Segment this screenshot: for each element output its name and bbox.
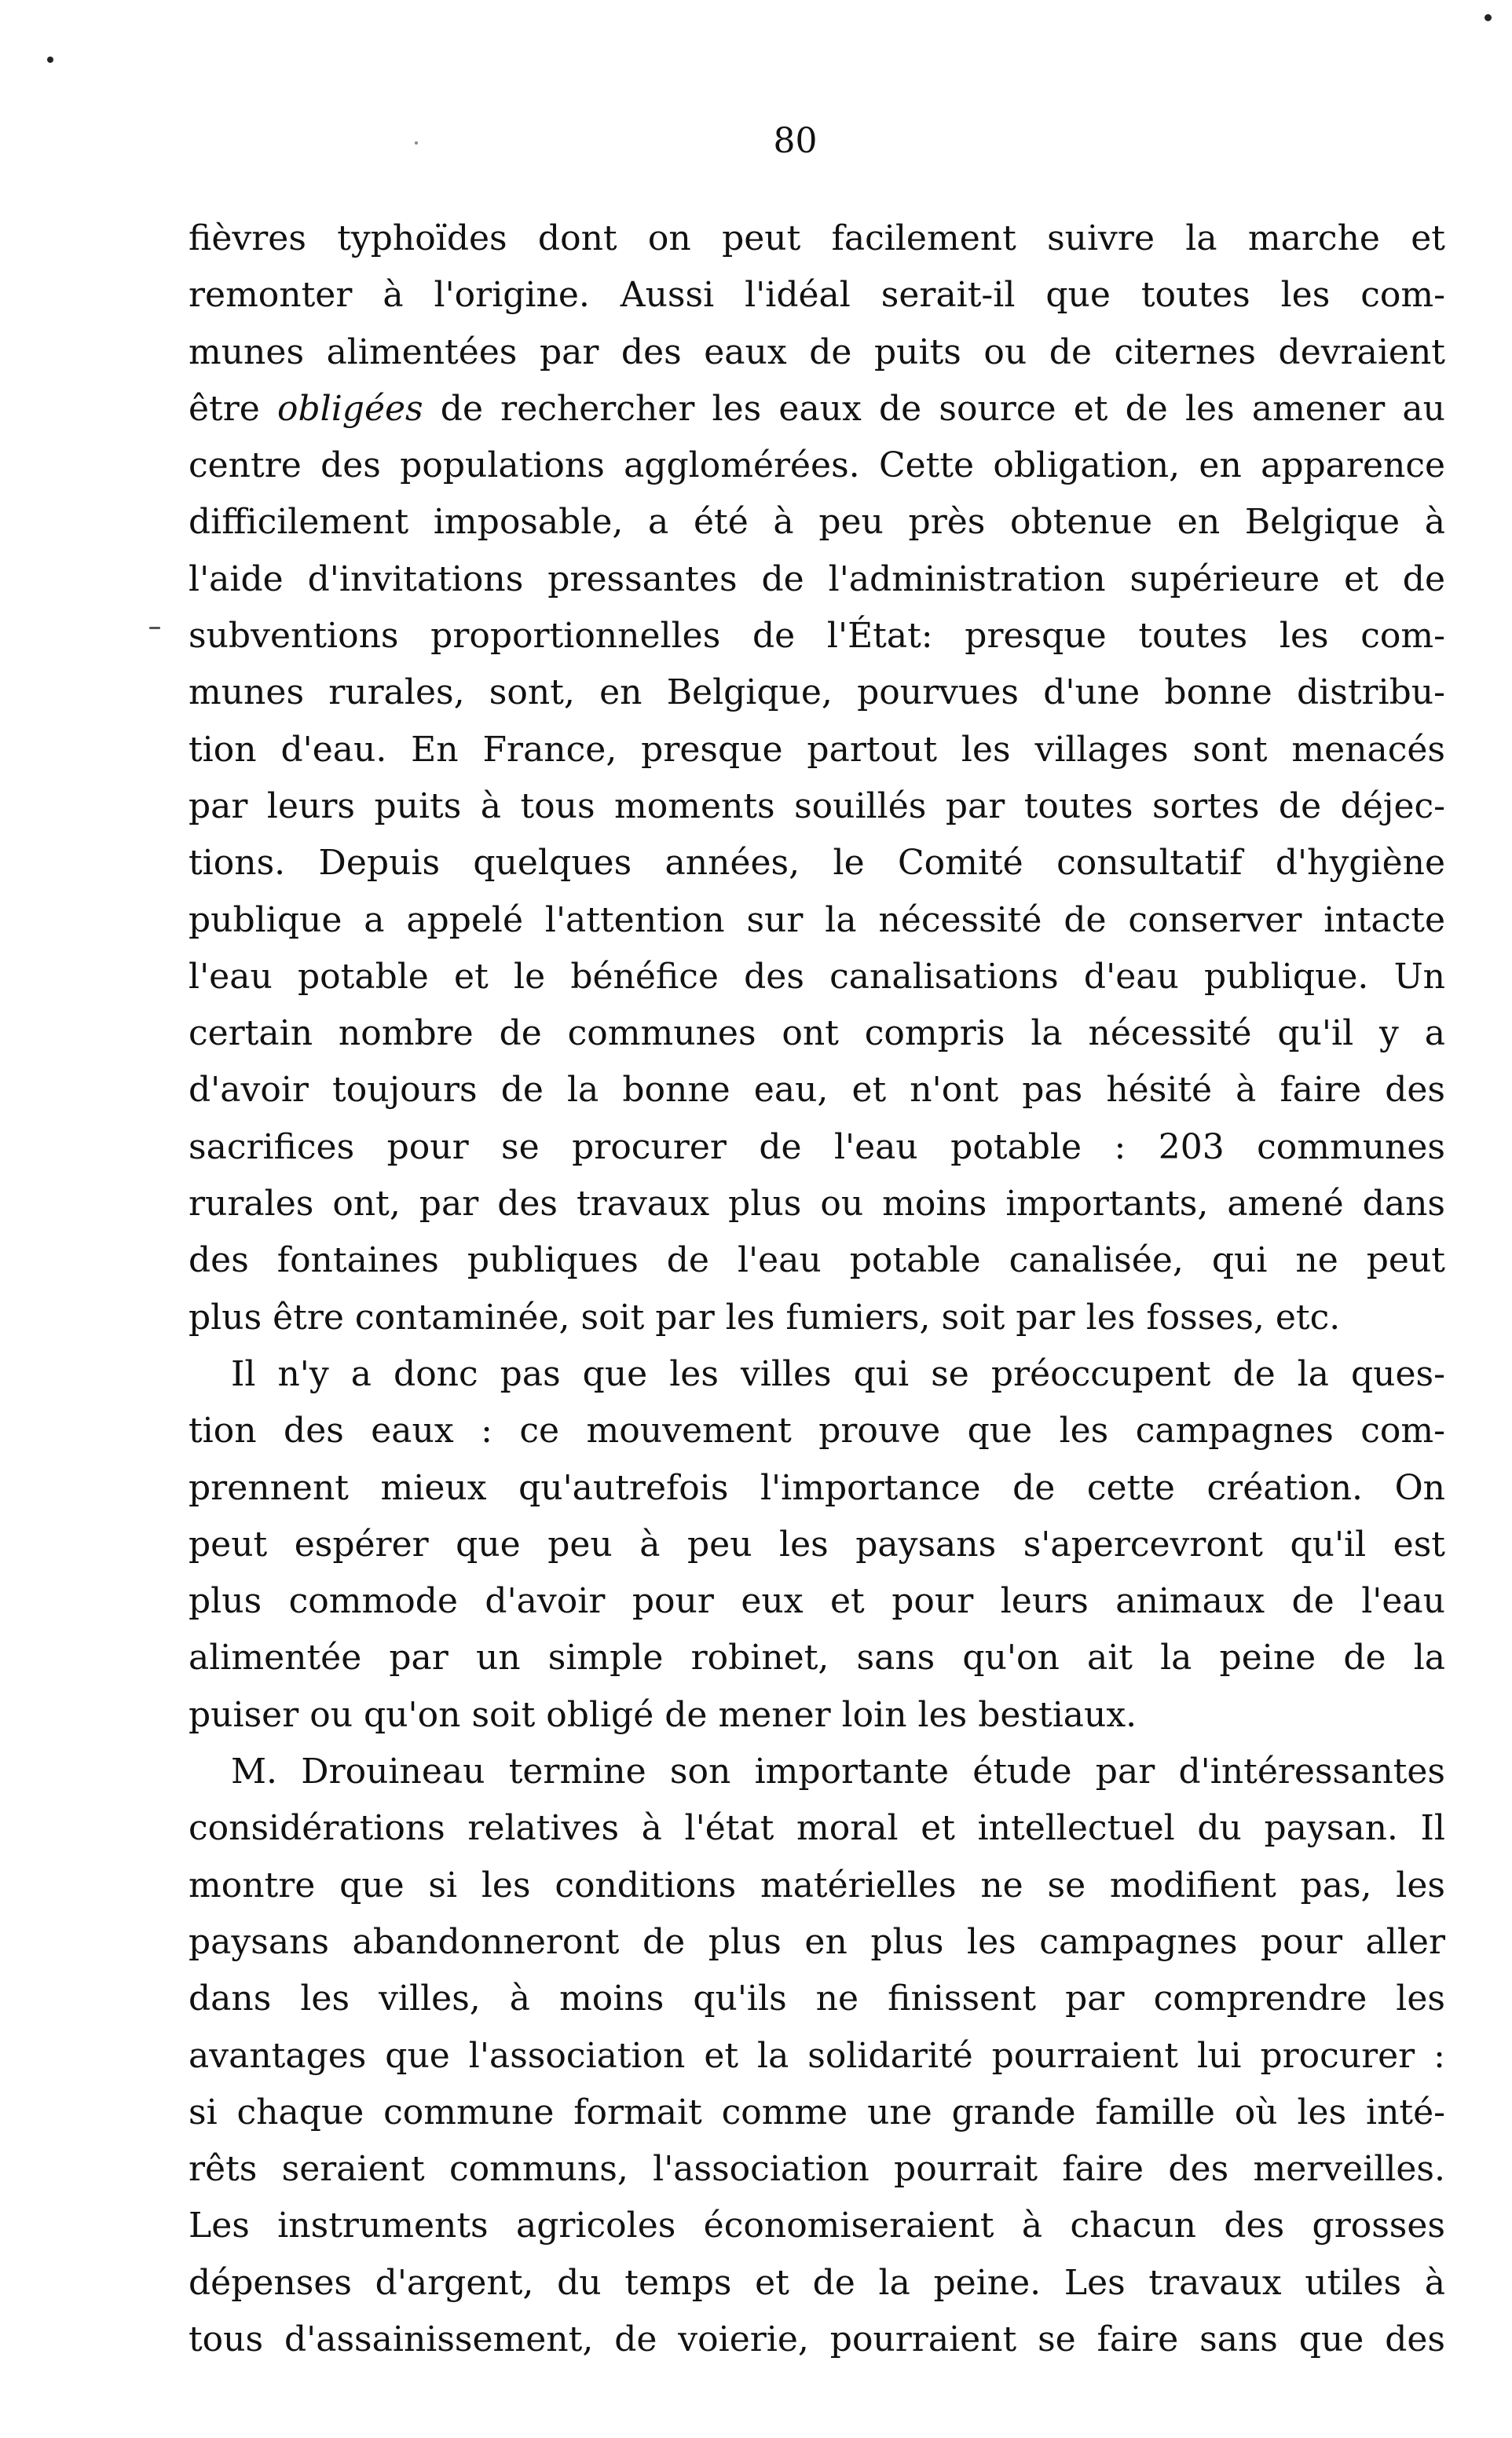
text-line: fièvres typhoïdes dont on peut facilement suivre la marche et xyxy=(189,218,1445,258)
text-line: plus commode d'avoir pour eux et pour leurs animaux de l'eau xyxy=(189,1581,1445,1622)
print-speck xyxy=(149,627,160,629)
text-line: être obligées de rechercher les eaux de source et de les amener au xyxy=(189,388,1445,429)
text-line: l'aide d'invitations pressantes de l'administration supérieure et de xyxy=(189,558,1445,599)
text-line: sacrifices pour se procurer de l'eau potable : 203 communes xyxy=(189,1126,1445,1167)
text-line: difficilement imposable, a été à peu près obtenue en Belgique à xyxy=(189,502,1445,543)
text-line: dépenses d'argent, du temps et de la peine. Les travaux utiles à xyxy=(189,2262,1445,2303)
text-line: munes rurales, sont, en Belgique, pourvues d'une bonne distribu- xyxy=(189,672,1445,713)
text-line: si chaque commune formait comme une grande famille où les inté- xyxy=(189,2092,1445,2132)
paragraph xyxy=(189,1744,1445,2368)
text-line: plus être contaminée, soit par les fumiers, soit par les fosses, etc. xyxy=(189,1297,1341,1338)
emphasis: obligées xyxy=(276,388,423,429)
text-line: centre des populations agglomérées. Cette obligation, en apparence xyxy=(189,445,1445,486)
text-line: tous d'assainissement, de voierie, pourraient se faire sans que des xyxy=(189,2319,1445,2359)
text-line: publique a appelé l'attention sur la nécessité de conserver intacte xyxy=(189,899,1445,940)
text-line: M. Drouineau termine son importante étude par d'intéressantes xyxy=(231,1752,1445,1792)
text-line: rêts seraient communs, l'association pourrait faire des merveilles. xyxy=(189,2149,1445,2190)
print-speck xyxy=(1485,14,1492,21)
text-line: avantages que l'association et la solidarité pourraient lui procurer : xyxy=(189,2035,1445,2076)
text-line: d'avoir toujours de la bonne eau, et n'ont pas hésité à faire des xyxy=(189,1070,1445,1111)
paragraph xyxy=(189,210,1445,1346)
paragraph xyxy=(189,1346,1445,1744)
text-line: des fontaines publiques de l'eau potable canalisée, qui ne peut xyxy=(189,1240,1445,1281)
text-line: alimentée par un simple robinet, sans qu'on ait la peine de la xyxy=(189,1638,1445,1678)
text-line: dans les villes, à moins qu'ils ne finissent par comprendre les xyxy=(189,1979,1445,2019)
text-line: peut espérer que peu à peu les paysans s'apercevront qu'il est xyxy=(189,1524,1445,1565)
body-text xyxy=(189,210,1445,2368)
text-line: montre que si les conditions matérielles ne se modifient pas, les xyxy=(189,1865,1445,1905)
text-line: Il n'y a donc pas que les villes qui se préoccupent de la ques- xyxy=(231,1353,1445,1394)
text-line: paysans abandonneront de plus en plus les campagnes pour aller xyxy=(189,1921,1445,1962)
text-line: considérations relatives à l'état moral et intellectuel du paysan. Il xyxy=(189,1808,1445,1849)
text-line: tion des eaux : ce mouvement prouve que les campagnes com- xyxy=(189,1411,1445,1451)
text-line: prennent mieux qu'autrefois l'importance de cette création. On xyxy=(189,1467,1445,1508)
text-line: l'eau potable et le bénéfice des canalisations d'eau publique. Un xyxy=(189,956,1445,997)
text-line: tion d'eau. En France, presque partout les villages sont menacés xyxy=(189,729,1445,770)
text-line: par leurs puits à tous moments souillés par toutes sortes de déjec- xyxy=(189,785,1445,826)
text-line: subventions proportionnelles de l'État: presque toutes les com- xyxy=(189,616,1445,657)
print-speck xyxy=(47,57,53,63)
text-line: munes alimentées par des eaux de puits ou de citernes devraient xyxy=(189,331,1445,372)
page-number: 80 xyxy=(773,121,818,161)
text-line: tions. Depuis quelques années, le Comité consultatif d'hygiène xyxy=(189,843,1445,884)
text-line: puiser ou qu'on soit obligé de mener loin les bestiaux. xyxy=(189,1694,1137,1735)
text-line: certain nombre de communes ont compris la nécessité qu'il y a xyxy=(189,1013,1445,1054)
text-line: Les instruments agricoles économiseraient à chacun des grosses xyxy=(189,2206,1445,2246)
text-line: remonter à l'origine. Aussi l'idéal serait-il que toutes les com- xyxy=(189,275,1445,316)
text-line: rurales ont, par des travaux plus ou moins importants, amené dans xyxy=(189,1184,1445,1224)
